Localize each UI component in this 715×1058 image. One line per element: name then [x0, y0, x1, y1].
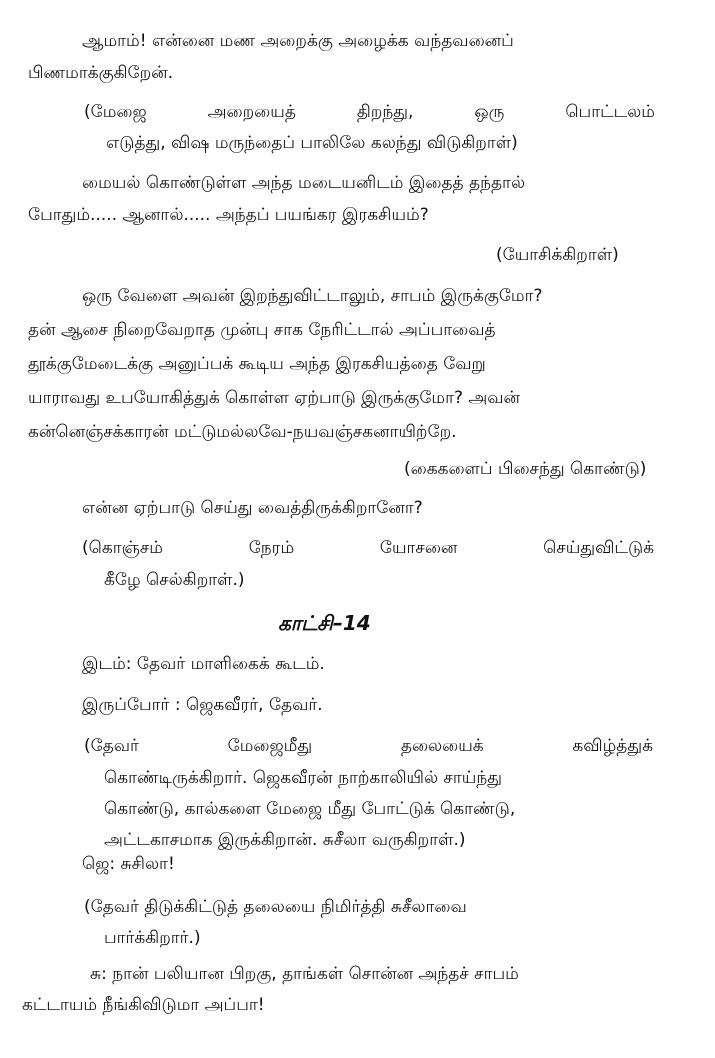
stage4-word: (கொஞ்சம் [82, 538, 163, 558]
stage3: (கைகளைப் பிசைந்து கொண்டு) [404, 459, 647, 479]
stage5-word: (தேவர் [84, 736, 139, 756]
stage5-line3: கொண்டு, கால்களை மேஜை மீது போட்டுக் கொண்டு, [104, 799, 516, 819]
stage1-word: அறையைத் [207, 102, 296, 122]
stage1-word: பொட்டலம் [565, 102, 655, 122]
stage1-line1 [84, 100, 655, 124]
para2-line1: மையல் கொண்டுள்ள அந்த மடையனிடம் இதைத் தந்தால் [82, 173, 526, 193]
para3-line5: கன்னெஞ்சக்காரன் மட்டுமல்லவே-நயவஞ்சகனாயிற்றே. [28, 422, 457, 442]
stage5-line2: கொண்டிருக்கிறார். ஜெகவீரன் நாற்காலியில் சாய்ந்து [104, 768, 502, 788]
para1-line1: ஆமாம்! என்னை மண அறைக்கு அழைக்க வந்தவனைப் [82, 31, 514, 51]
scene-place: இடம்: தேவர் மாளிகைக் கூடம். [82, 654, 325, 674]
dialogue-susila-line1: சு: நான் பலியான பிறகு, தாங்கள் சொன்ன அந்தச் சாபம் [90, 964, 519, 984]
stage4-line1 [82, 536, 654, 560]
para4: என்ன ஏற்பாடு செய்து வைத்திருக்கிறானோ? [82, 498, 423, 518]
stage4-word: செய்துவிட்டுக் [543, 538, 654, 558]
stage5-word: கவிழ்த்துக் [572, 736, 653, 756]
stage4-word: யோசனை [379, 538, 458, 558]
dialogue-susila-line2: கட்டாயம் நீங்கிவிடுமா அப்பா! [22, 995, 265, 1015]
para2-line2: போதும்..... ஆனால்..... அந்தப் பயங்கர இரகசியம்? [28, 205, 429, 225]
para3-line1: ஒரு வேளை அவன் இறந்துவிட்டாலும், சாபம் இருக்குமோ? [82, 286, 543, 306]
para1-line2: பிணமாக்குகிறேன். [28, 63, 174, 83]
stage1-word: திறந்து, [356, 102, 414, 122]
scene-present: இருப்போர் : ஜெகவீரர், தேவர். [82, 695, 323, 715]
stage6-line2: பார்க்கிறார்.) [104, 928, 201, 948]
scene-heading: காட்சி–14 [278, 611, 371, 635]
para3-line3: தூக்குமேடைக்கு அனுப்பக் கூடிய அந்த இரகசியத்தை வேறு [28, 354, 486, 374]
stage4-line2: கீழே செல்கிறாள்.) [104, 570, 245, 590]
para3-line4: யாராவது உபயோகித்துக் கொள்ள ஏற்பாடு இருக்குமோ? அவன் [28, 388, 521, 408]
stage1-line2: எடுத்து, விஷ மருந்தைப் பாலிலே கலந்து விடுகிறாள்) [106, 133, 518, 153]
stage5-word: தலையைக் [400, 736, 484, 756]
stage5-word: மேஜைமீது [227, 736, 313, 756]
stage2: (யோசிக்கிறாள்) [496, 245, 619, 265]
para3-line2: தன் ஆசை நிறைவேறாத முன்பு சாக நேரிட்டால் அப்பாவைத் [28, 320, 496, 340]
stage1-word: (மேஜை [84, 102, 147, 122]
stage6-line1: (தேவர் திடுக்கிட்டுத் தலையை நிமிர்த்தி சுசீலாவை [84, 897, 467, 917]
stage1-word: ஒரு [474, 102, 505, 122]
stage5-line1 [84, 734, 653, 758]
stage5-line4: அட்டகாசமாக இருக்கிறான். சுசீலா வருகிறாள்.) [104, 830, 466, 850]
stage4-word: நேரம் [248, 538, 295, 558]
dialogue-jeka: ஜெ: சுசிலா! [82, 854, 175, 874]
